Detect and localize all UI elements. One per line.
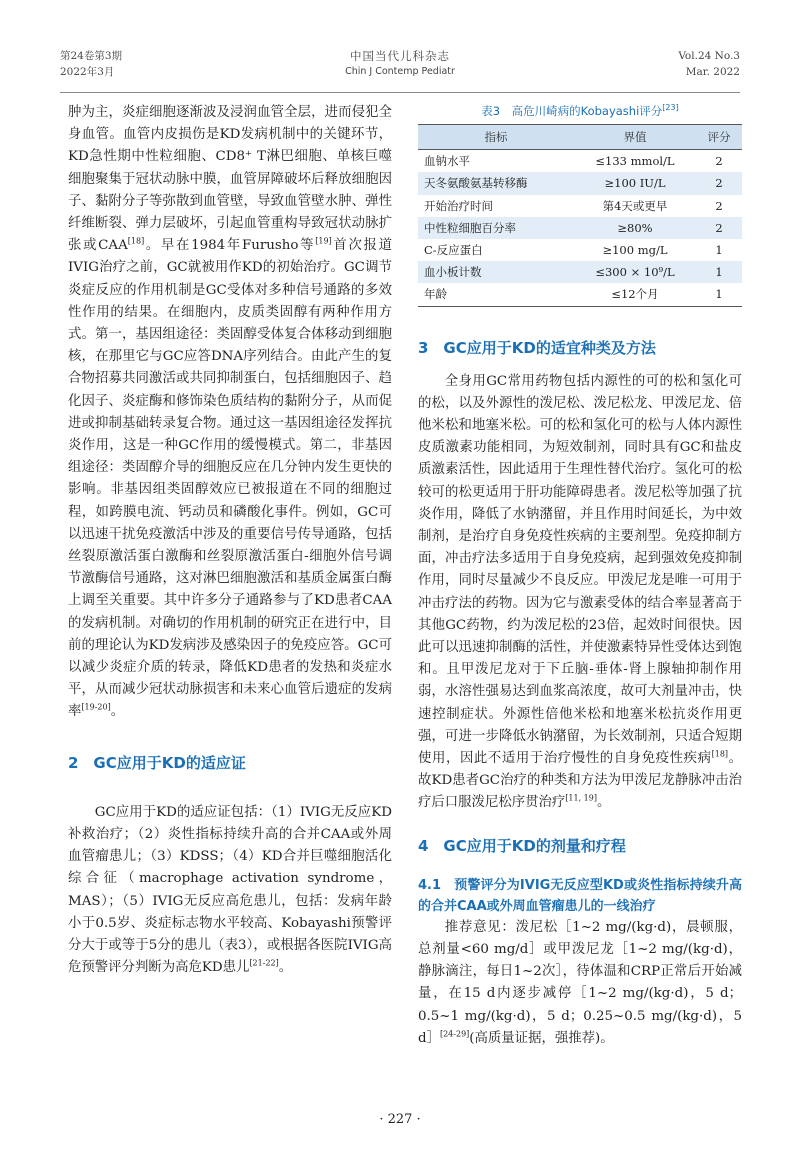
para-text: 。 (110, 704, 125, 720)
citation[interactable]: [19] (315, 236, 332, 246)
table-header-row (418, 125, 742, 150)
table-cell: 1 (715, 243, 723, 258)
table-cell: 血钠水平 (424, 154, 470, 169)
citation[interactable]: [18] (127, 236, 145, 246)
para-text: 肿为主，炎症细胞逐渐波及浸润血管全层，进而侵犯全身血管。血管内皮损伤是KD发病机制中的关键环节，KD急性期中性粒细胞、CD8⁺ T淋巴细胞、单核巨噬细胞聚集于冠状动脉中膜，血管屏障破坏后释放细胞因子、黏附分子等弥散到血管壁，导致血管壁水肿、弹性纤维断裂、弹力层破坏，引起血管重构导致冠状动脉扩张或CAA (68, 105, 392, 254)
table-cell: ≤300 × 10⁹/L (574, 261, 696, 283)
running-header (60, 48, 740, 90)
table-header-cell: 评分 (696, 125, 742, 150)
paragraph-recommendation (418, 917, 742, 1050)
table-row (418, 195, 742, 217)
paragraph-indications (68, 802, 392, 980)
citation[interactable]: [24-29] (439, 1029, 470, 1039)
citation[interactable]: [18] (711, 749, 729, 759)
right-column (418, 102, 742, 1050)
table-cell: ≥80% (574, 217, 696, 239)
table-cell: 1 (696, 283, 742, 306)
header-volume-en: Vol.24 No.3 (678, 50, 740, 62)
table-row (418, 283, 742, 306)
para-text: 。早在1984年Furusho等 (144, 238, 316, 254)
paragraph-mechanism (68, 102, 392, 724)
para-text: 。故KD患者GC治疗的种类和方法为甲泼尼龙静脉冲击治疗后口服泼尼松序贯治疗 (418, 751, 743, 811)
header-volume: 第24卷第3期 (60, 50, 123, 62)
header-date-en: Mar. 2022 (685, 66, 740, 78)
para-text: 推荐意见：泼尼松［1~2 mg/(kg·d)，晨顿服，总剂量<60 mg/d］或甲泼尼龙［1~2 mg/(kg·d)，静脉滴注，每日1~2次］，待体温和CRP正常后开始减量，在15 d内逐步减停［1~2 mg/(kg·d)，5 d；0.5~1 mg/(kg·d)，5 d；0.25~0.5 mg/(kg·d)，5 d］ (418, 919, 742, 1046)
citation[interactable]: [23] (662, 103, 679, 113)
journal-title-en: Chin J Contemp Pediatr (345, 66, 455, 77)
table-cell: 1 (696, 261, 742, 283)
table-cell: C-反应蛋白 (424, 243, 483, 258)
citation[interactable]: [21-22] (249, 958, 279, 968)
para-text: 首次报道IVIG治疗之前，GC就被用作KD的初始治疗。GC调节炎症反应的作用机制是GC受体对多种信号通路的多效性作用的结果。在细胞内，皮质类固醇有两种作用方式。第一，基因组途径：类固醇受体复合体移动到细胞核，在那里它与GC应答DNA序列结合。由此产生的复合物招募共同激活或共同抑制蛋白，包括细胞因子、趋化因子、炎症酶和修饰染色质结构的黏附分子，从而促进或抑制基础转录复合物。通过这一基因组途径发挥抗炎作用，这是一种GC作用的缓慢模式。第二，非基因组途径：类固醇介导的细胞反应在几分钟内发生更快的影响。非基因组类固醇效应已被报道在不同的细胞过程，如跨膜电流、钙动员和磷酸化事件。例如，GC可以迅速干扰免疫激活中涉及的重要信号传导通路，包括丝裂原激活蛋白激酶和丝裂原激活蛋白-细胞外信号调节激酶信号通路，这对淋巴细胞激活和基质金属蛋白酶上调至关重要。其中许多分子通路参与了KD患者CAA的发病机制。对确切的作用机制的研究正在进行中，目前的理论认为KD发病涉及感染因子的免疫应答。GC可以减少炎症介质的转录，降低KD患者的发热和炎症水平，从而减少冠状动脉损害和未来心血管后遗症的发病率 (68, 238, 393, 720)
header-date: 2022年3月 (60, 66, 115, 78)
table-cell: 血小板计数 (418, 261, 574, 283)
header-center (60, 48, 740, 80)
para-text: 。 (278, 960, 293, 976)
table-cell: 年龄 (418, 283, 574, 306)
table-header-cell: 指标 (418, 125, 574, 150)
table-cell: 开始治疗时间 (424, 198, 493, 213)
table-cell: 2 (696, 172, 742, 194)
table-cell: 2 (696, 217, 742, 239)
table-row (418, 217, 742, 239)
para-text: (高质量证据，强推荐)。 (469, 1030, 614, 1046)
left-column (68, 102, 392, 979)
paragraph-types (418, 371, 742, 815)
subsection-heading-4-1: 4.1 预警评分为IVIG无反应型KD或炎性指标持续升高的合并CAA或外周血管瘤患儿的一线治疗 (418, 877, 742, 914)
table-caption-text: 表3 高危川崎病的Kobayashi评分 (481, 104, 663, 118)
para-text: 全身用GC常用药物包括内源性的可的松和氢化可的松，以及外源性的泼尼松、泼尼松龙、甲泼尼龙、倍他米松和地塞米松。可的松和氢化可的松与人体内源性皮质激素功能相同，为短效制剂，同时具有GC和盐皮质激素活性，因此适用于生理性替代治疗。氢化可的松较可的松更适用于肝功能障碍患者。泼尼松等加强了抗炎作用，降低了水钠潴留，并且作用时间延长，为中效制剂，是治疗自身免疫性疾病的主要剂型。免疫抑制方面，冲击疗法多适用于自身免疫病，起到强效免疫抑制作用，同时尽量减少不良反应。甲泼尼龙是唯一可用于冲击疗法的药物。因为它与激素受体的结合率显著高于其他GC药物，约为泼尼松的23倍，起效时间很快。因此可以迅速抑制酶的活性，并使激素特异性受体达到饱和。且甲泼尼龙对于下丘脑-垂体-肾上腺轴抑制作用弱，水溶性强易达到血浆高浓度，故可大剂量冲击，快速控制症状。外源性倍他米松和地塞米松抗炎作用更强，可进一步降低水钠潴留，为长效制剂，只适合短期使用，因此不适用于治疗慢性的自身免疫性疾病 (418, 373, 742, 767)
citation[interactable]: [11, 19] (565, 794, 597, 804)
para-text: GC应用于KD的适应证包括：（1）IVIG无反应KD补救治疗；（2）炎性指标持续升高的合并CAA或外周血管瘤患儿；（3）KDSS；（4）KD合并巨噬细胞活化综合征（macrophage activation syndrome，MAS）；（5）IVIG无反应高危患儿，包括：发病年龄小于0.5岁、炎症标志物水平较高、Kobayashi预警评分大于或等于5分的患儿（表3），或根据各医院IVIG高危预警评分判断为高危KD患儿 (68, 804, 392, 976)
header-right (678, 48, 740, 80)
page-number: · 227 · (379, 1112, 421, 1127)
table-cell: ≥100 IU/L (574, 172, 696, 194)
table-cell: ≤133 mmol/L (595, 154, 675, 169)
citation[interactable]: [19-20] (81, 703, 111, 713)
table-cell: 第4天或更早 (602, 198, 668, 213)
table-caption (418, 102, 742, 120)
header-divider (60, 92, 740, 93)
kobayashi-score-table (418, 124, 742, 307)
para-text: 。 (596, 795, 611, 811)
section-heading-4: 4 GC应用于KD的剂量和疗程 (418, 836, 626, 855)
table-row (418, 239, 742, 261)
section-heading-2: 2 GC应用于KD的适应证 (68, 753, 246, 772)
table-row (418, 150, 742, 173)
table-cell: ≥100 mg/L (602, 243, 668, 258)
table-row (418, 261, 742, 283)
table-cell: 2 (715, 198, 723, 213)
table-cell: 天冬氨酸氨基转移酶 (418, 172, 574, 194)
table-cell: 中性粒细胞百分率 (418, 217, 574, 239)
journal-title-cn: 中国当代儿科杂志 (350, 49, 450, 63)
section-heading-3: 3 GC应用于KD的适宜种类及方法 (418, 338, 656, 357)
table-row (418, 172, 742, 194)
table-header-cell: 界值 (574, 125, 696, 150)
table-cell: ≤12个月 (574, 283, 696, 306)
table-cell: 2 (715, 154, 723, 169)
